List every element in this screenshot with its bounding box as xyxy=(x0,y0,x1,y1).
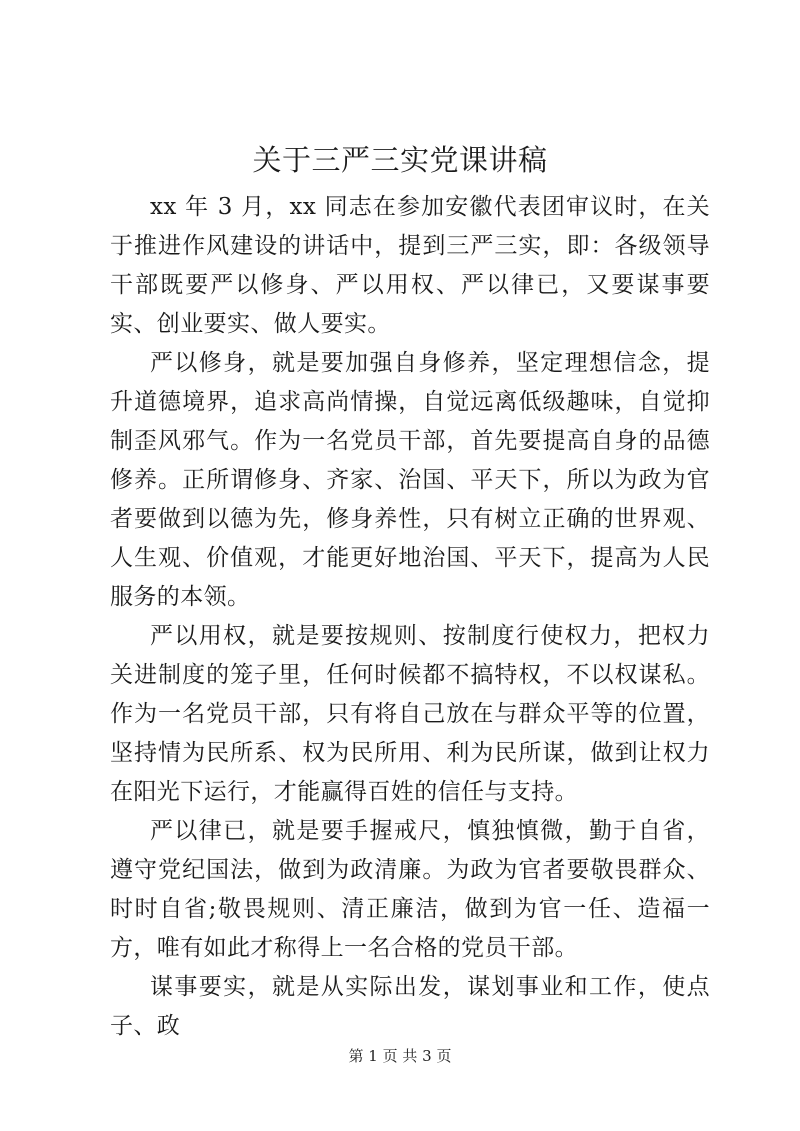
paragraph-intro: xx 年 3 月，xx 同志在参加安徽代表团审议时，在关于推进作风建设的讲话中，提到三严三实，即：各级领导干部既要严以修身、严以用权、严以律已，又要谋事要实、创业要实、做人要实。 xyxy=(110,194,710,337)
document-body xyxy=(110,188,710,1046)
paragraph-self-cultivation: 严以修身，就是要加强自身修养，坚定理想信念，提升道德境界，追求高尚情操，自觉远离低级趣味，自觉抑制歪风邪气。作为一名党员干部，首先要提高自身的品德修养。正所谓修身、齐家、治国、平天下，所以为政为官者要做到以德为先，修身养性，只有树立正确的世界观、人生观、价值观，才能更好地治国、平天下，提高为人民服务的本领。 xyxy=(110,350,710,610)
paragraph-self-discipline: 严以律已，就是要手握戒尺，慎独慎微，勤于自省，遵守党纪国法，做到为政清廉。为政为官者要敬畏群众、时时自省;敬畏规则、清正廉洁，做到为官一任、造福一方，唯有如此才称得上一名合格的党员干部。 xyxy=(110,818,710,961)
paragraph-practical-planning: 谋事要实，就是从实际出发，谋划事业和工作，使点子、政 xyxy=(110,974,710,1039)
page-footer: 第 1 页 共 3 页 xyxy=(348,1047,452,1065)
paragraph-use-of-power: 严以用权，就是要按规则、按制度行使权力，把权力关进制度的笼子里，任何时候都不搞特权，不以权谋私。作为一名党员干部，只有将自己放在与群众平等的位置，坚持情为民所系、权为民所用、利为民所谋，做到让权力在阳光下运行，才能赢得百姓的信任与支持。 xyxy=(110,623,710,805)
page-title: 关于三严三实党课讲稿 xyxy=(252,143,548,177)
